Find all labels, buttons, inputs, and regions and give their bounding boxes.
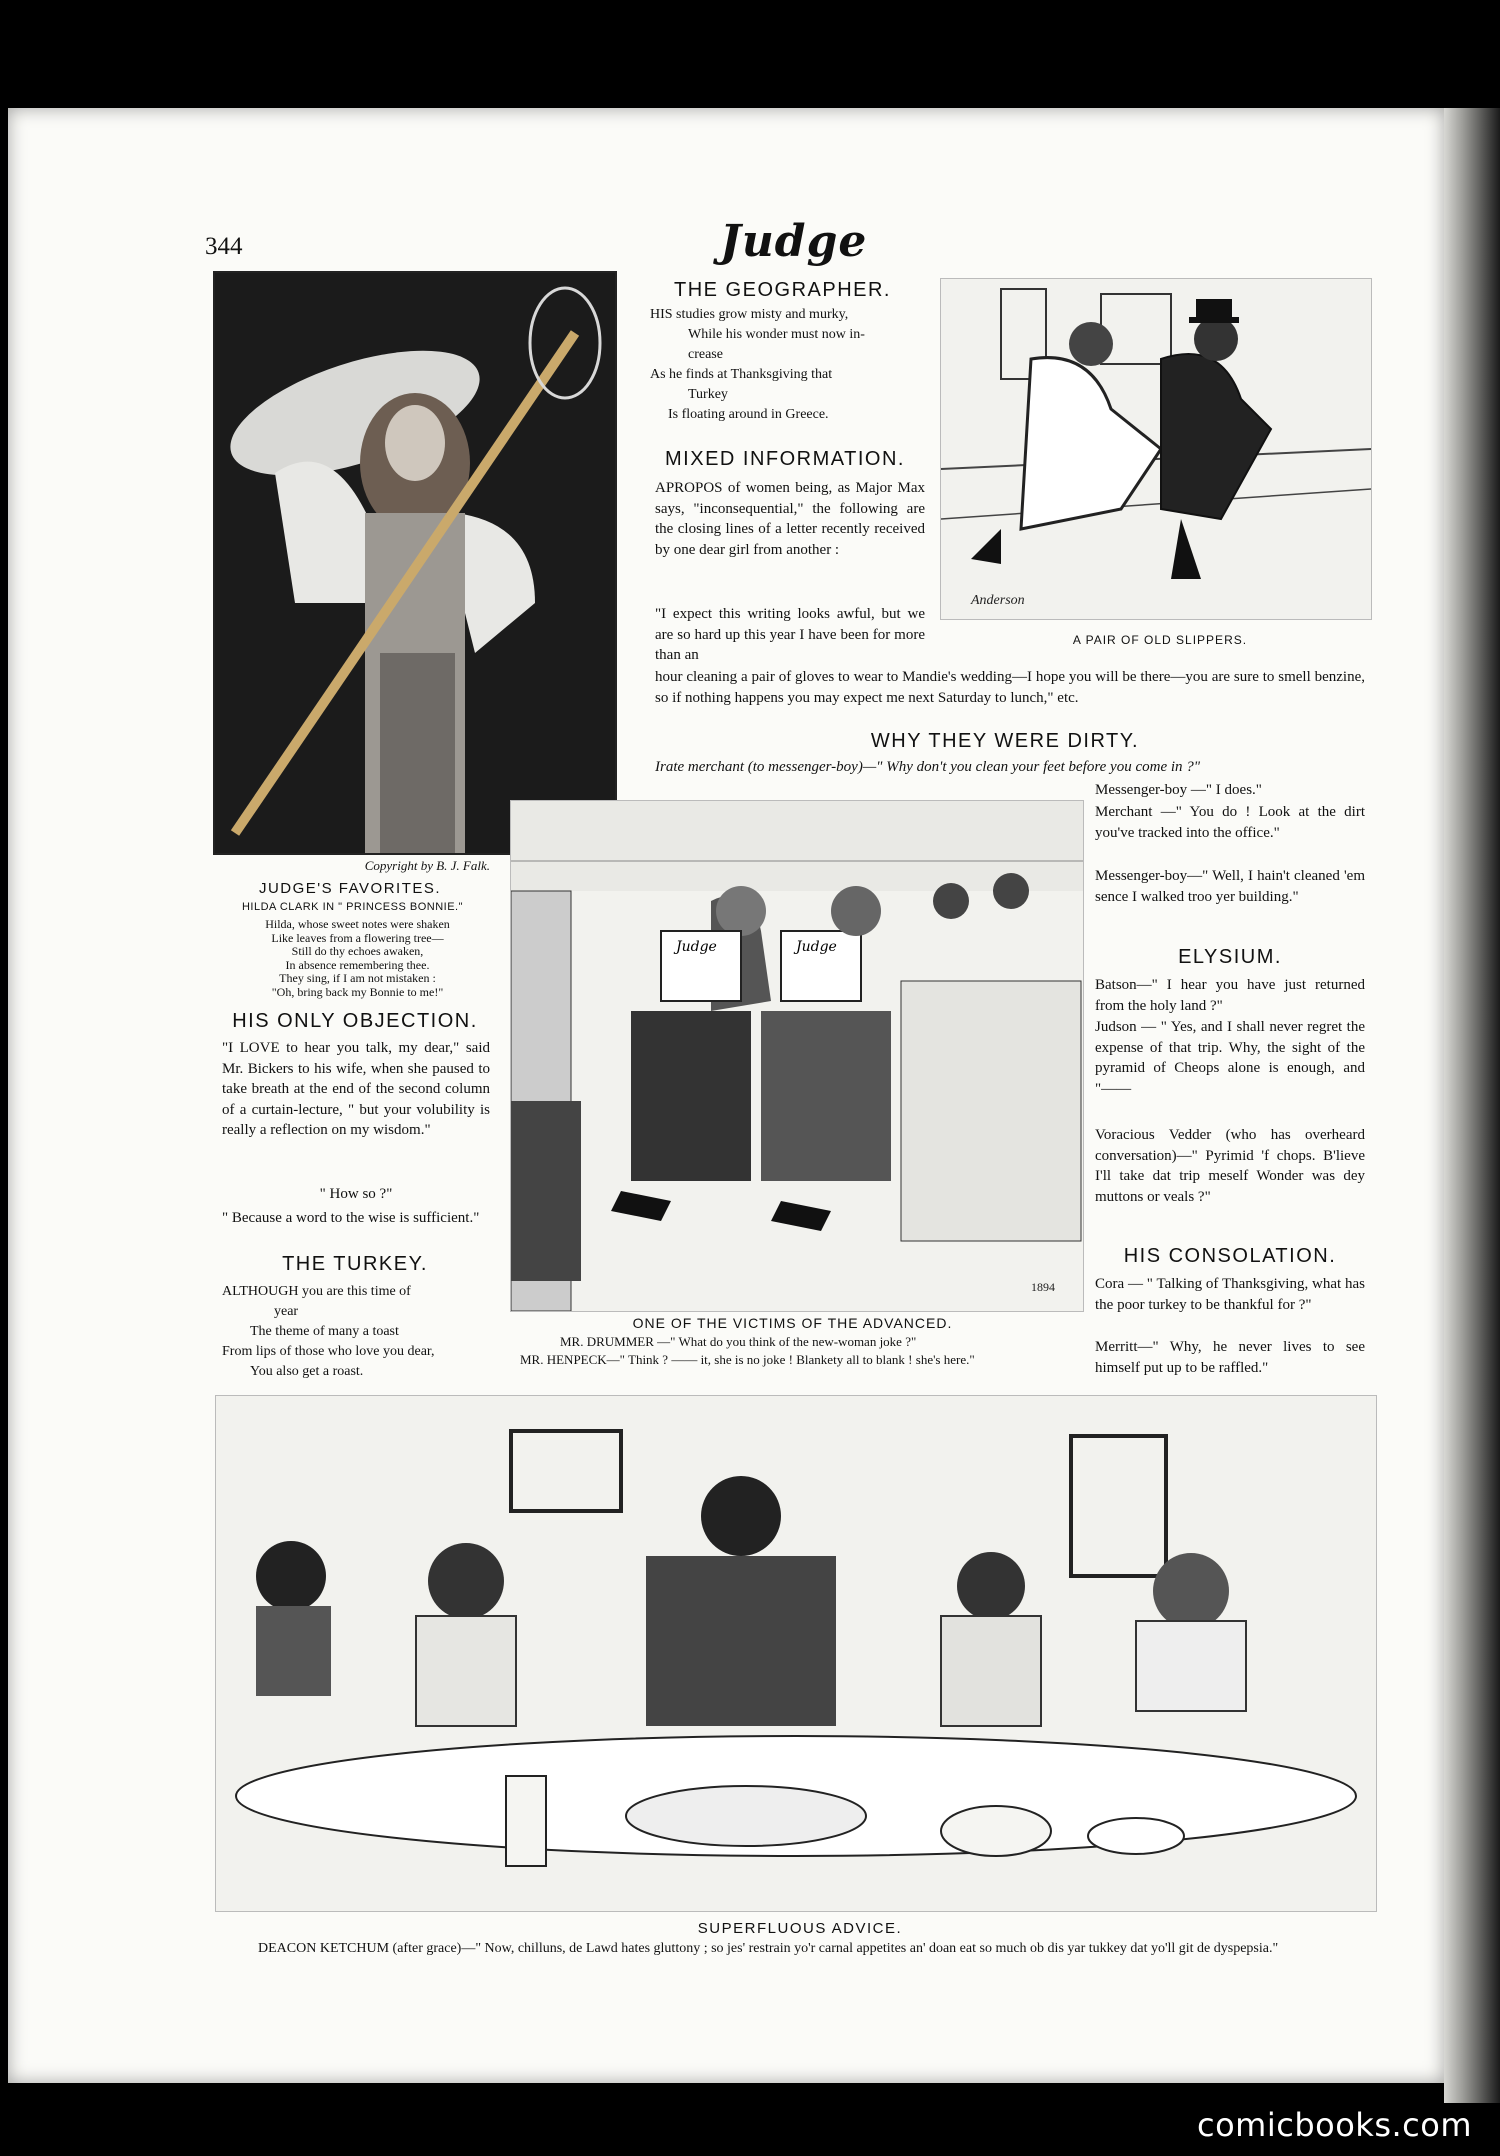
elysium-title: ELYSIUM. [1178, 946, 1282, 968]
mixed-information-title: MIXED INFORMATION. [665, 448, 905, 470]
poem-line: Is floating around in Greece. [668, 407, 829, 422]
newspaper-label: Judge [676, 939, 717, 955]
superfluous-advice-text: DEACON KETCHUM (after grace)—" Now, chilluns, de Lawd hates gluttony ; so jes' restrain yo'r carnal appetites an' doan eat so much ob dis yar tukkey dat yo'll git de dyspepsia." [258, 1941, 1279, 1956]
only-objection-para2: " How so ?" [319, 1186, 393, 1202]
victims-of-advanced-illustration [510, 800, 1084, 1312]
favorites-verse [225, 918, 490, 999]
poem-line: The theme of many a toast [250, 1324, 399, 1339]
consolation-title: HIS CONSOLATION. [1123, 1245, 1337, 1267]
judges-favorites-heading: JUDGE'S FAVORITES. [258, 880, 442, 897]
consolation-para1: Cora — " Talking of Thanksgiving, what has the poor turkey to be thankful for ?" [1095, 1276, 1365, 1313]
verse-line: In absence remembering thee. [285, 957, 430, 972]
poem-line: You also get a roast. [250, 1364, 364, 1379]
slippers-caption: A PAIR OF OLD SLIPPERS. [1072, 633, 1248, 647]
old-slippers-illustration [940, 278, 1372, 620]
geographer-title: THE GEOGRAPHER. [674, 279, 891, 301]
mixed-information-para3: hour cleaning a pair of gloves to wear to Mandie's wedding—I hope you will be there—you are sure to smell benzine, so if nothing happens you may expect me next Saturday to lunch," etc. [655, 669, 1365, 706]
page-number: 344 [205, 233, 243, 260]
train-car-cartoon [511, 801, 1083, 1311]
judges-favorites-subheading: HILDA CLARK IN " PRINCESS BONNIE." [241, 901, 464, 913]
newspaper-label: Judge [796, 939, 837, 955]
thanksgiving-dinner-cartoon [216, 1396, 1376, 1911]
only-objection-para3: " Because a word to the wise is sufficient." [222, 1210, 480, 1226]
poem-line: year [274, 1304, 299, 1319]
only-objection-para1: "I LOVE to hear you talk, my dear," said Mr. Bickers to his wife, when she paused to take breath at the end of the second column of a curtain-lecture, " but your volubility is really a reflection on my wisdom." [222, 1040, 490, 1138]
verse-line: Hilda, whose sweet notes were shaken [265, 917, 450, 931]
mixed-information-para2: "I expect this writing looks awful, but we are so hard up this year I have been for more than an [655, 606, 925, 663]
why-dirty-line2: Messenger-boy —" I does." [1095, 782, 1262, 798]
only-objection-title: HIS ONLY OBJECTION. [232, 1010, 478, 1032]
masthead-title: Judge [720, 216, 868, 267]
elysium-para3: Voracious Vedder (who has overheard conversation)—" Pyrimid 'f chops. B'lieve I'll take dat trip meself Wonder was dey muttons or veals ?" [1095, 1127, 1365, 1205]
poem-line: From lips of those who love you dear, [222, 1344, 435, 1359]
artist-signature: Anderson [971, 593, 1025, 608]
why-dirty-line4: Messenger-boy—" Well, I hain't cleaned 'em sence I walked troo yer building." [1095, 868, 1365, 905]
verse-line: They sing, if I am not mistaken : [279, 971, 436, 985]
poem-line: While his wonder must now in- [688, 327, 865, 342]
turkey-poem-title: THE TURKEY. [282, 1253, 428, 1275]
why-dirty-title: WHY THEY WERE DIRTY. [870, 730, 1140, 752]
superfluous-advice-illustration [215, 1395, 1377, 1912]
site-watermark: comicbooks.com [1196, 2106, 1472, 2144]
elysium-para1: Batson—" I hear you have just returned from the holy land ?" [1095, 977, 1365, 1014]
turkey-poem [222, 1282, 497, 1382]
geographer-poem [650, 305, 925, 425]
why-dirty-line3: Merchant —" You do ! Look at the dirt you've tracked into the office." [1095, 804, 1365, 841]
elysium-para2: Judson — " Yes, and I shall never regret the expense of that trip. Why, the sight of the pyramid of Cheops alone is enough, and "—— [1095, 1019, 1365, 1097]
portrait-photo-image [215, 273, 615, 853]
superfluous-advice-title: SUPERFLUOUS ADVICE. [697, 1920, 903, 1937]
poem-line: As he finds at Thanksgiving that [650, 367, 833, 382]
photo-credit: Copyright by B. J. Falk. [364, 858, 490, 873]
victims-caption: ONE OF THE VICTIMS OF THE ADVANCED. [632, 1315, 953, 1331]
poem-line: crease [688, 347, 723, 362]
page-edge [1444, 108, 1500, 2103]
svg-text:1894: 1894 [1031, 1280, 1055, 1294]
poem-line: Turkey [688, 387, 728, 402]
why-dirty-line1: Irate merchant (to messenger-boy)—" Why don't you clean your feet before you come in ?" [655, 759, 1201, 775]
verse-line: "Oh, bring back my Bonnie to me!" [271, 984, 444, 999]
verse-line: Like leaves from a flowering tree— [271, 930, 444, 945]
poem-line: ALTHOUGH you are this time of [222, 1284, 411, 1299]
mixed-information-para1: APROPOS of women being, as Major Max says, "inconsequential," the following are the closing lines of a letter recently received by one dear girl from another : [655, 480, 925, 558]
victims-dialogue-1: MR. DRUMMER —" What do you think of the new-woman joke ?" [560, 1334, 917, 1349]
victims-dialogue-2: MR. HENPECK—" Think ? —— it, she is no joke ! Blankety all to blank ! she's here." [520, 1352, 975, 1367]
verse-line: Still do thy echoes awaken, [291, 944, 424, 958]
slippers-cartoon [941, 279, 1371, 619]
hilda-clark-photo [213, 271, 617, 855]
consolation-para2: Merritt—" Why, he never lives to see himself put up to be raffled." [1095, 1339, 1365, 1376]
poem-line: HIS studies grow misty and murky, [650, 307, 849, 322]
